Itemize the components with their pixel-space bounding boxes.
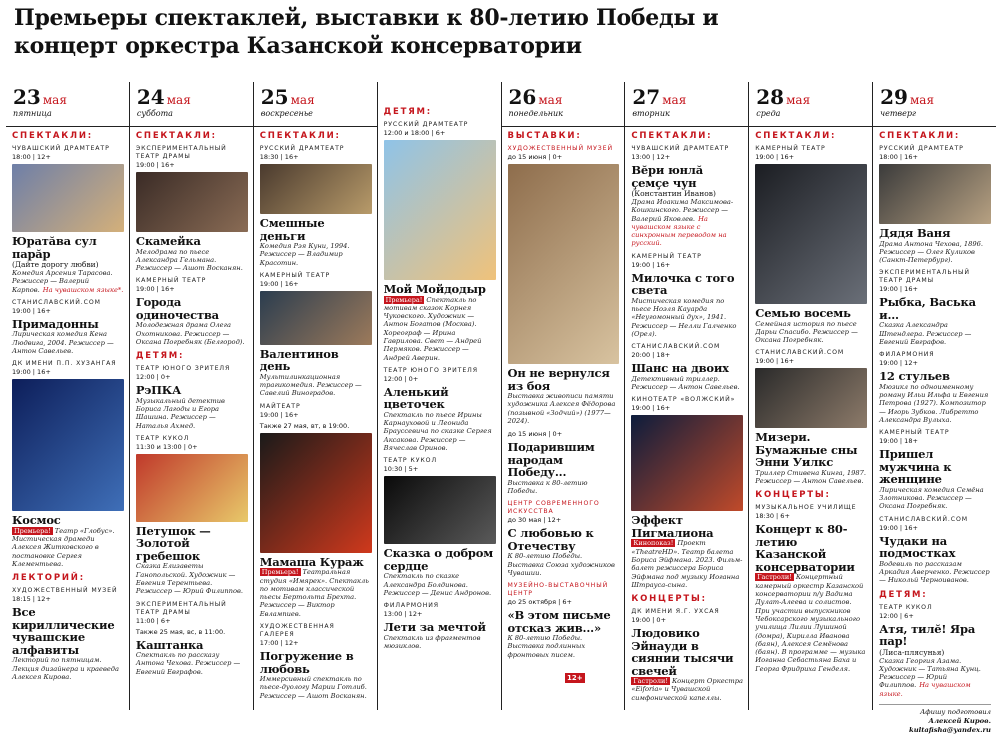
- description-text: Лекторий по пятницам. Лекция дизайнера и краеведа Алексея Кирова.: [12, 656, 120, 681]
- venue-name: РУССКИЙ ДРАМТЕАТР: [879, 145, 964, 152]
- description-text: Драма Иоакима Максимова-Кошкинского. Режиссер — Валерий Яковлев.: [631, 198, 734, 223]
- section-heading: ВЫСТАВКИ:: [507, 131, 582, 141]
- event-description: [384, 572, 496, 597]
- venue-name: МУЗЕЙНО-ВЫСТАВОЧНЫЙ ЦЕНТР: [507, 582, 609, 598]
- venue-name: КАМЕРНЫЙ ТЕАТР: [135, 277, 207, 285]
- event-description: [508, 634, 620, 659]
- language-note: На чувашском языке*.: [42, 285, 124, 294]
- event-title: Семью восемь: [755, 306, 851, 320]
- description-text: Спектакль по сказке Александра Болдинова. Режиссер — Денис Андронов.: [383, 572, 492, 597]
- event-title: Сказка о добром сердце: [383, 546, 494, 573]
- premiere-tag: Кинопоказ!: [633, 539, 674, 548]
- event-time: 19:00 | 18+: [879, 437, 918, 446]
- day-header: [873, 85, 996, 127]
- day-column: [872, 82, 996, 735]
- description-text: Спектакль по мотивам сказок Корнея Чуковского. Художник — Антон Богатов (Москва). Хореограф — Ирина Гаврилова. Свет — Андрей Пермяков. Режиссер — Андрей Аверин.: [383, 295, 482, 362]
- description-text: Детективный триллер. Режиссер — Антон Савельев.: [631, 374, 740, 392]
- event-description: [136, 248, 248, 273]
- event-title: Валентинов день: [259, 346, 339, 374]
- description-text: Лирическая комедия Семёна Злотникова. Режиссер — Оксана Погребняк.: [879, 485, 984, 511]
- event-description: [879, 383, 991, 424]
- event-description: [631, 297, 743, 338]
- event-time: 10:30 | 5+: [383, 465, 419, 474]
- description-text: Мистическая комедия по пьесе Ноэля Кауарда «Неугомонный дух», 1941. Режиссер — Нелли Галченко (Орел).: [631, 296, 737, 338]
- event-title: Шанс на двоих: [631, 361, 729, 376]
- event-time: 19:00 | 0+: [631, 616, 667, 625]
- description-text: Сказка Елизаветы Ганопольской. Художник — Евгения Терентьева. Режиссер — Юрий Филиппов.: [135, 562, 243, 596]
- day-column: [129, 82, 253, 710]
- event-title: Вĕри юнлă çемçе чун: [631, 163, 703, 190]
- day-number: 25: [260, 85, 289, 109]
- event-title: Петушок — Золотой гребешок: [135, 523, 211, 563]
- day-month: мая: [290, 93, 315, 107]
- event-time: 11:30 и 13:00 | 0+: [135, 442, 198, 451]
- premiere-tag: Гастроли!: [633, 677, 668, 686]
- section-heading: КОНЦЕРТЫ:: [755, 490, 831, 501]
- event-title: Пришел мужчина к женщине: [879, 447, 952, 487]
- venue-name: СТАНИСЛАВСКИЙ.COM: [755, 349, 845, 357]
- event-photo: [631, 415, 743, 511]
- credit-line3: kultafisha@yandex.ru: [908, 726, 991, 735]
- event-description: [12, 330, 124, 355]
- section-heading: СПЕКТАКЛИ:: [879, 131, 961, 141]
- venue-name: ТЕАТР ЮНОГО ЗРИТЕЛЯ: [135, 365, 231, 373]
- event-description: [136, 397, 248, 430]
- event-title: Каштанка: [135, 637, 204, 652]
- venue-name: ФИЛАРМОНИЯ: [383, 602, 439, 610]
- event-description: [260, 373, 372, 398]
- event-time: 19:00 | 16+: [12, 306, 51, 315]
- day-column: [748, 82, 872, 710]
- event-time: 19:00 | 16+: [879, 285, 918, 294]
- event-description: [755, 573, 867, 673]
- event-photo: [384, 476, 496, 544]
- description-text: Триллер Стивена Кинга, 1987. Режиссер — Антон Савельев.: [755, 468, 866, 486]
- event-title: Все кириллические чувашские алфавиты: [12, 605, 115, 657]
- description-text: Спектакль по рассказу Антона Чехова. Режиссер — Евгений Евграфов.: [135, 651, 241, 676]
- description-text: Сказка Георгия Азама. Художник — Татьяна Кунц. Режиссер — Юрий Филиппов.: [879, 656, 981, 690]
- venue-name: ТЕАТР КУКОЛ: [135, 434, 190, 442]
- venue-name: ХУДОЖЕСТВЕННАЯ ГАЛЕРЕЯ: [259, 623, 335, 639]
- day-header: [6, 85, 129, 127]
- event-time: 19:00 | 16+: [135, 161, 175, 169]
- event-time: Также 25 мая, вс, в 11:00.: [135, 627, 226, 636]
- description-text: Комедия Рэя Куни, 1994. Режиссер — Владимир Красотин.: [259, 242, 350, 267]
- event-description: [879, 560, 991, 585]
- event-time: 19:00 | 16+: [755, 153, 795, 161]
- event-photo: [260, 291, 372, 345]
- event-subtitle: (Дайте дорогу любви): [12, 260, 99, 269]
- page-title: Премьеры спектаклей, выставки к 80-летию Победы и концерт оркестра Казанской консерватории: [14, 5, 719, 59]
- event-time: 18:30 | 16+: [259, 153, 299, 161]
- event-description: [384, 411, 496, 452]
- event-time: 18:30 | 6+: [755, 512, 790, 521]
- event-time: 20:00 | 18+: [631, 351, 671, 360]
- event-description: [260, 568, 372, 618]
- day-month: мая: [166, 93, 191, 107]
- event-description: [508, 552, 620, 577]
- event-description: [879, 657, 991, 698]
- event-title: Подарившим народам Победу...: [507, 440, 595, 480]
- day-column: [253, 82, 377, 710]
- event-title: Рыбка, Васька и...: [879, 295, 976, 322]
- day-weekday: четверг: [880, 109, 916, 118]
- event-subtitle: (Лиса-плясунья): [879, 647, 945, 657]
- day-column: [501, 82, 625, 710]
- section-heading: СПЕКТАКЛИ:: [259, 131, 341, 141]
- venue-name: ХУДОЖЕСТВЕННЫЙ МУЗЕЙ: [507, 145, 614, 152]
- day-month: мая: [909, 93, 935, 107]
- event-subtitle: (Константин Иванов): [631, 189, 716, 198]
- venue-name: СТАНИСЛАВСКИЙ.COM: [12, 298, 101, 306]
- event-description: [631, 677, 743, 702]
- event-description: [260, 242, 372, 267]
- event-description: [12, 269, 124, 294]
- event-title: РэПКА: [135, 383, 182, 398]
- event-time: до 25 октября | 6+: [507, 598, 572, 607]
- day-weekday: вторник: [632, 109, 670, 118]
- venue-name: ЦЕНТР СОВРЕМЕННОГО ИСКУССТВА: [507, 500, 600, 516]
- event-photo: [260, 433, 372, 553]
- description-text: Выставка живописи памяти художника Алексея Фёдорова (позывной «Зодчий») (1977—2024).: [507, 392, 616, 425]
- event-time: 18:00 | 12+: [12, 153, 51, 161]
- description-text: Иммерсивный спектакль по пьесе-дуологу Марии Готлиб. Режиссер — Ашот Восканян.: [259, 675, 367, 700]
- event-title: С любовью к Отечеству: [507, 526, 594, 553]
- day-number: 28: [756, 85, 785, 109]
- credit-note: [879, 704, 991, 735]
- venue-name: ДК ИМЕНИ Я.Г. УХСАЯ: [631, 608, 720, 616]
- day-header: [749, 85, 872, 127]
- event-time: 18:15 | 12+: [12, 595, 51, 604]
- venue-name: КАМЕРНЫЙ ТЕАТР: [631, 252, 702, 260]
- description-text: Концертный камерный оркестр Казанской консерватории п/у Вадима Дулат-Алеева и солистов. При участии выпускников Чебоксарского музыкального училища Лилии Лушиной (домра), Кирилла Иванова (баян), Алексея Семёнова (баян). В программе — музыка Иоганна Себастьяна Баха и Георга Фридриха Генделя.: [755, 573, 866, 673]
- event-description: [508, 479, 620, 496]
- day-header: [378, 85, 501, 103]
- description-text: Проект «TheatreHD». Театр балета Бориса Эйфмана. 2023. Фильм-балет режиссера Бориса Эйфмана под музыку Иоганна Штрауса-сына.: [631, 539, 743, 589]
- event-photo: [755, 164, 867, 304]
- event-description: [631, 539, 743, 589]
- day-month: мая: [42, 93, 67, 107]
- event-time: 18:00 | 16+: [879, 153, 918, 161]
- event-title: Юратăва сул парăр: [12, 234, 97, 261]
- language-note: На чувашском языке.: [879, 681, 971, 698]
- event-time: 12:00 | 6+: [879, 611, 914, 620]
- event-title: Мамаша Кураж: [259, 554, 364, 569]
- event-time: 13:00 | 12+: [383, 610, 423, 619]
- venue-name: ЭКСПЕРИМЕНТАЛЬНЫЙ ТЕАТР ДРАМЫ: [879, 269, 970, 285]
- event-photo: [136, 172, 248, 232]
- description-text: К 80-летию Победы. Выставка подлинных фронтовых писем.: [507, 634, 586, 659]
- language-note: На чувашском языке с синхронным переводом на русский.: [631, 214, 727, 248]
- section-heading: СПЕКТАКЛИ:: [12, 131, 94, 141]
- description-text: Мюзикл по одноименному роману Ильи Ильфа и Евгения Петрова (1927). Композитор — Игорь Зубков. Либретто Александра Вулыха.: [879, 382, 989, 424]
- event-title: Дядя Ваня: [879, 226, 951, 240]
- event-title: Примадонны: [12, 316, 99, 331]
- day-number: 26: [508, 85, 537, 109]
- description-text: Спектакль из фрагментов мюзиклов.: [383, 633, 481, 651]
- section-heading: СПЕКТАКЛИ:: [755, 131, 837, 141]
- event-photo: [384, 140, 496, 280]
- event-title: Аленький цветочек: [383, 384, 449, 412]
- venue-name: СТАНИСЛАВСКИЙ.COM: [631, 343, 721, 351]
- day-weekday: понедельник: [508, 109, 563, 118]
- event-time: 19:00 | 16+: [631, 260, 671, 269]
- schedule-grid: [6, 82, 996, 735]
- venue-name: РУССКИЙ ДРАМТЕАТР: [383, 121, 469, 128]
- event-photo: [12, 379, 124, 511]
- venue-name: КИНОТЕАТР «ВОЛЖСКИЙ»: [631, 396, 736, 404]
- section-heading: СПЕКТАКЛИ:: [631, 131, 713, 141]
- day-header: [254, 85, 377, 127]
- day-column: [6, 82, 129, 710]
- premiere-tag: Премьера!: [14, 526, 51, 535]
- premiere-tag: Премьера!: [385, 295, 423, 304]
- event-time: 19:00 | 16+: [631, 404, 671, 413]
- description-text: Театр «Глобус». Мистическая драмеди Алексея Житковского в постановке Сергея Клементьева.: [12, 526, 115, 568]
- event-time: 19:00 | 16+: [259, 279, 299, 288]
- event-time: 17:00 | 12+: [259, 639, 299, 648]
- event-description: [12, 527, 124, 568]
- venue-name: СТАНИСЛАВСКИЙ.COM: [879, 515, 968, 523]
- section-heading: ДЕТЯМ:: [135, 351, 185, 362]
- day-month: мая: [538, 93, 563, 107]
- day-month: мая: [662, 93, 687, 107]
- description-text: Драма Антона Чехова, 1896. Режиссер — Олег Куликов (Санкт-Петербург).: [879, 239, 984, 265]
- description-text: Комедия Арсения Тарасова. Режиссер — Валерий Карпов.: [12, 269, 113, 294]
- event-title: Скамейка: [135, 234, 201, 248]
- event-time: 12:00 и 18:00 | 6+: [383, 129, 446, 137]
- event-title: 12 стульев: [879, 369, 950, 384]
- event-time: 11:00 | 6+: [135, 616, 171, 625]
- day-column: [624, 82, 748, 710]
- day-number: 24: [136, 85, 165, 109]
- event-photo: [755, 368, 867, 428]
- section-heading: ДЕТЯМ:: [383, 107, 433, 117]
- venue-name: ДК ИМЕНИ П.П. ХУЗАНГАЯ: [12, 360, 117, 368]
- event-description: [879, 240, 991, 265]
- description-text: Театральная студия «Имярек». Спектакль по мотивам классической пьесы Бертольта Брехта. Режиссер — Виктор Евлампиев.: [259, 568, 369, 618]
- premiere-tag: Премьера!: [261, 568, 299, 577]
- venue-name: ХУДОЖЕСТВЕННЫЙ МУЗЕЙ: [12, 587, 118, 595]
- day-header: [130, 85, 253, 127]
- event-time: 19:00 | 12+: [879, 359, 918, 368]
- event-time: Также 27 мая, вт, в 19:00.: [259, 421, 350, 430]
- description-text: Водевиль по рассказам Аркадия Аверченко. Режиссер — Никольй Черноиванов.: [879, 559, 990, 585]
- age-rating-badge: 12+: [567, 674, 583, 682]
- description-text: Музыкальный детектив Бориса Лагоды и Егора Шашина. Режиссер — Наталья Ахмед.: [135, 396, 225, 430]
- section-heading: ДЕТЯМ:: [879, 589, 928, 600]
- event-title: Эффект Пигмалиона: [631, 513, 714, 540]
- venue-name: КАМЕРНЫЙ ТЕАТР: [259, 271, 331, 279]
- event-time: 19:00 | 16+: [755, 357, 795, 366]
- event-time: 13:00 | 12+: [631, 153, 671, 161]
- venue-name: ЭКСПЕРИМЕНТАЛЬНЫЙ ТЕАТР ДРАМЫ: [135, 600, 227, 616]
- event-photo: [136, 454, 248, 522]
- event-title: Атя, тилĕ! Яра пар!: [879, 621, 976, 649]
- event-title: Лети за мечтой: [383, 620, 486, 635]
- venue-name: ТЕАТР КУКОЛ: [383, 457, 438, 465]
- day-weekday: суббота: [136, 109, 173, 118]
- event-description: [879, 486, 991, 511]
- description-text: Сказка Александра Штендлера. Режиссер — Евгений Евграфов.: [879, 321, 972, 346]
- day-number: 29: [880, 85, 908, 109]
- event-title: Мой Мойдодыр: [383, 282, 486, 296]
- event-time: 19:00 | 16+: [259, 410, 299, 419]
- description-text: Концерт Оркестра «Eiforia» и Чувашской симфонической капеллы.: [631, 677, 744, 702]
- event-time: 12:00 | 0+: [135, 373, 171, 382]
- description-text: Выставка к 80-летию Победы.: [507, 478, 588, 495]
- day-column: [377, 82, 501, 710]
- premiere-tag: Гастроли!: [757, 573, 792, 582]
- event-photo: [879, 164, 991, 224]
- description-text: Лирическая комедия Кена Людвига, 2004. Режиссер — Антон Савельев.: [12, 330, 114, 355]
- event-time: до 30 мая | 12+: [507, 516, 562, 525]
- event-description: [384, 634, 496, 651]
- day-weekday: среда: [756, 109, 781, 118]
- event-time: 19:00 | 16+: [12, 368, 51, 377]
- description-text: Спектакль по пьесе Ирины Карнауховой и Леонида Брауссевича по сказке Сергея Аксакова. Режиссер — Вячеслав Оринов.: [383, 410, 492, 453]
- event-photo: [508, 164, 620, 364]
- venue-name: КАМЕРНЫЙ ТЕАТР: [755, 145, 826, 152]
- event-title: Смешные деньги: [259, 216, 325, 243]
- venue-name: КАМЕРНЫЙ ТЕАТР: [879, 429, 950, 437]
- description-text: Молодежная драма Олега Охотникова. Режиссер — Оксана Погребняк (Белгород).: [135, 321, 245, 346]
- event-time: до 15 июня | 0+: [507, 430, 563, 439]
- day-number: 23: [13, 85, 41, 109]
- event-title: Милочка с того света: [631, 270, 735, 298]
- venue-name: ЧУВАШСКИЙ ДРАМТЕАТР: [631, 145, 730, 152]
- venue-name: РУССКИЙ ДРАМТЕАТР: [259, 145, 345, 152]
- event-photo: [260, 164, 372, 214]
- venue-name: МАЙТЕАТР: [259, 402, 301, 410]
- day-header: [502, 85, 625, 127]
- venue-name: ЭКСПЕРИМЕНТАЛЬНЫЙ ТЕАТР ДРАМЫ: [135, 145, 227, 160]
- event-title: Чудаки на подмостках: [879, 533, 956, 561]
- venue-name: ЧУВАШСКИЙ ДРАМТЕАТР: [12, 145, 110, 152]
- event-photo: [12, 164, 124, 232]
- description-text: Семейная история по пьесе Дарьи Спасибо. Режиссер — Оксана Погребняк.: [755, 319, 858, 345]
- day-weekday: воскресенье: [260, 109, 313, 118]
- event-description: [508, 392, 620, 425]
- event-title: «В этом письме отсказ жив...»: [507, 608, 611, 635]
- day-header: [625, 85, 748, 127]
- event-description: [136, 651, 248, 676]
- venue-name: ТЕАТР КУКОЛ: [879, 603, 933, 611]
- event-description: [384, 296, 496, 362]
- venue-name: ФИЛАРМОНИЯ: [879, 351, 935, 359]
- event-description: [755, 320, 867, 345]
- event-description: [260, 675, 372, 700]
- event-time: до 15 июня | 0+: [507, 153, 563, 161]
- day-month: мая: [786, 93, 811, 107]
- event-description: [136, 562, 248, 595]
- event-time: 12:00 | 0+: [383, 374, 419, 383]
- event-time: 19:00 | 16+: [135, 285, 175, 294]
- section-heading: КОНЦЕРТЫ:: [631, 594, 707, 605]
- section-heading: ЛЕКТОРИЙ:: [12, 573, 85, 584]
- day-weekday: пятница: [13, 109, 52, 118]
- event-description: [631, 198, 743, 248]
- event-title: Погружение в любовь: [259, 649, 354, 676]
- description-text: Мультилинкационная трагикомедия. Режиссер — Савелий Виноградов.: [259, 372, 362, 398]
- description-text: Мелодрама по пьесе Александра Гельмана. Режиссер — Ашот Восканян.: [135, 247, 243, 273]
- description-text: К 80-летию Победы. Выставка Союза художников Чувашии.: [507, 552, 615, 577]
- event-description: [12, 656, 124, 681]
- event-title: Концерт к 80-летию Казанской консерватории: [755, 522, 855, 574]
- event-title: Мизери. Бумажные сны Энни Уилкс: [755, 430, 858, 470]
- day-number: 27: [632, 85, 661, 109]
- event-title: Города одиночества: [135, 295, 219, 322]
- event-description: [879, 321, 991, 346]
- event-title: Людовико Эйнауди в сиянии тысячи свечей: [631, 626, 734, 678]
- event-title: Он не вернулся из боя: [507, 366, 610, 393]
- credit-line2: Алексей Киров.: [928, 717, 991, 726]
- credit-line1: Афишу подготовил: [920, 708, 991, 717]
- venue-name: МУЗЫКАЛЬНОЕ УЧИЛИЩЕ: [755, 504, 857, 512]
- event-description: [631, 375, 743, 392]
- venue-name: ТЕАТР ЮНОГО ЗРИТЕЛЯ: [383, 366, 478, 374]
- section-heading: СПЕКТАКЛИ:: [135, 131, 217, 141]
- event-title: Космос: [12, 513, 61, 528]
- event-description: [136, 321, 248, 346]
- event-description: [755, 469, 867, 486]
- event-time: 19:00 | 16+: [879, 523, 918, 532]
